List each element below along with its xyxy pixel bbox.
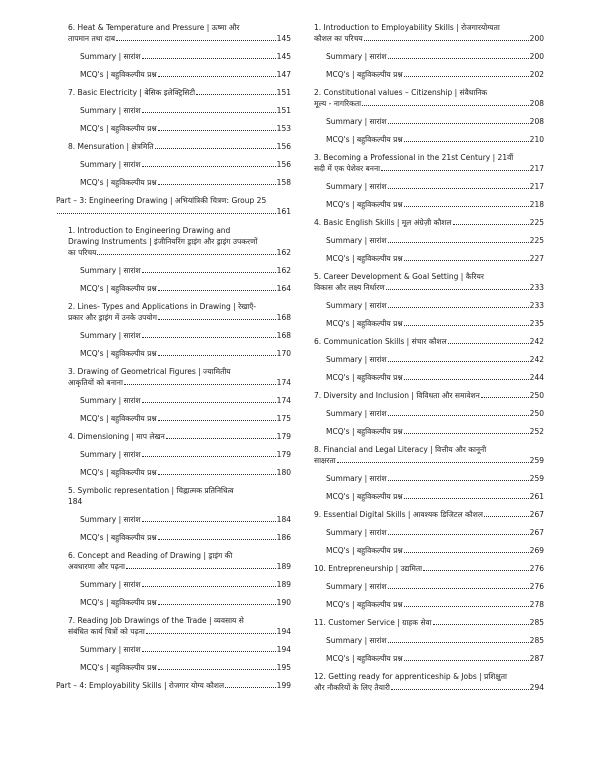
toc-entry-line: Drawing Instruments | इंजीनियरिंग ड्राइंग और ड्राइंग उपकरणों	[68, 237, 258, 246]
dot-leader	[484, 516, 529, 517]
dot-leader	[388, 307, 529, 308]
dot-leader	[158, 76, 276, 77]
dot-leader	[158, 604, 276, 605]
page-number: 233	[529, 301, 544, 310]
dot-leader	[142, 651, 276, 652]
toc-subentry[interactable]	[68, 265, 291, 276]
toc-chapter-entry[interactable]	[314, 271, 544, 293]
toc-subentry[interactable]	[314, 116, 544, 127]
dot-leader	[337, 462, 529, 463]
dot-leader	[404, 498, 529, 499]
page-number: 153	[276, 124, 291, 133]
toc-entry-title: MCQ's | बहुविकल्पीय प्रश्न	[80, 468, 157, 477]
dot-leader	[386, 289, 529, 290]
toc-entry-title: Summary | सारांश	[326, 409, 387, 418]
toc-subentry[interactable]	[68, 597, 291, 608]
toc-chapter-entry[interactable]	[68, 485, 291, 507]
dot-leader	[142, 521, 276, 522]
toc-entry-title: प्रकार और ड्राइंग में उनके उपयोग	[68, 313, 157, 322]
dot-leader	[158, 184, 276, 185]
toc-subentry[interactable]	[68, 348, 291, 359]
toc-subentry[interactable]	[314, 69, 544, 80]
dot-leader	[158, 669, 276, 670]
toc-entry-line: 184	[68, 497, 83, 506]
dot-leader	[97, 254, 275, 255]
dot-leader	[158, 130, 276, 131]
page-number: 189	[276, 562, 291, 571]
toc-subentry[interactable]	[314, 635, 544, 646]
toc-entry-line: 12. Getting ready for apprenticeship & Jobs | प्रशिक्षुता	[314, 672, 507, 681]
page-number: 202	[529, 70, 544, 79]
toc-entry-title: MCQ's | बहुविकल्पीय प्रश्न	[326, 427, 403, 436]
toc-entry-title: 4. Dimensioning | माप लेखन	[68, 432, 165, 441]
page-number: 168	[276, 313, 291, 322]
toc-entry-title: MCQ's | बहुविकल्पीय प्रश्न	[326, 492, 403, 501]
dot-leader	[362, 105, 529, 106]
dot-leader	[388, 588, 529, 589]
toc-entry-title: मूल्य - नागरिकता	[314, 99, 362, 108]
dot-leader	[116, 40, 276, 41]
toc-entry-title: MCQ's | बहुविकल्पीय प्रश्न	[326, 254, 403, 263]
toc-subentry[interactable]	[314, 300, 544, 311]
page-number: 174	[276, 378, 291, 387]
toc-subentry[interactable]	[314, 199, 544, 210]
page-number: 180	[276, 468, 291, 477]
dot-leader	[142, 337, 276, 338]
toc-entry-line: 3. Drawing of Geometrical Figures | ज्यामितीय	[68, 367, 231, 376]
toc-chapter-entry[interactable]	[68, 22, 291, 44]
dot-leader	[142, 456, 276, 457]
page-number: 285	[529, 618, 544, 627]
page-number: 161	[276, 207, 291, 216]
toc-entry-title: Summary | सारांश	[80, 331, 141, 340]
toc-entry-title: Summary | सारांश	[80, 52, 141, 61]
page-number: 168	[276, 331, 291, 340]
page-number: 250	[529, 391, 544, 400]
dot-leader	[158, 474, 276, 475]
toc-entry-line: 5. Career Development & Goal Setting | कैरियर	[314, 272, 484, 281]
page-number: 210	[529, 135, 544, 144]
page-number: 162	[276, 266, 291, 275]
page-number: 186	[276, 533, 291, 542]
toc-entry-title: Summary | सारांश	[326, 117, 387, 126]
toc-entry-title: Summary | सारांश	[80, 450, 141, 459]
page-number: 189	[276, 580, 291, 589]
toc-chapter-entry[interactable]	[68, 550, 291, 572]
dot-leader	[155, 148, 276, 149]
toc-entry-title: 6. Communication Skills | संचार कौशल	[314, 337, 447, 346]
toc-subentry[interactable]	[68, 177, 291, 188]
page-number: 276	[529, 582, 544, 591]
dot-leader	[388, 415, 529, 416]
toc-entry-line: 2. Constitutional values – Citizenship | संवैधानिक	[314, 88, 488, 97]
toc-subentry[interactable]	[68, 69, 291, 80]
dot-leader	[388, 188, 529, 189]
dot-leader	[391, 689, 529, 690]
toc-entry-line: 7. Reading Job Drawings of the Trade | व्यवसाय से	[68, 616, 244, 625]
dot-leader	[225, 687, 276, 688]
toc-entry-title: संबंधित कार्य चित्रों को पढ़ना	[68, 627, 145, 636]
page-number: 184	[276, 515, 291, 524]
toc-entry-line: 6. Concept and Reading of Drawing | ड्राइंग की	[68, 551, 233, 560]
dot-leader	[166, 438, 276, 439]
dot-leader	[404, 379, 529, 380]
toc-entry-line: 2. Lines- Types and Applications in Drawing | रेखाएँ-	[68, 302, 257, 311]
dot-leader	[124, 384, 276, 385]
page-number: 195	[276, 663, 291, 672]
dot-leader	[448, 343, 529, 344]
page-number: 217	[529, 182, 544, 191]
dot-leader	[196, 94, 276, 95]
toc-entry-line: 3. Becoming a Professional in the 21st Century | 21वीं	[314, 153, 514, 162]
page-number: 158	[276, 178, 291, 187]
toc-entry-title: Summary | सारांश	[80, 645, 141, 654]
page-number: 261	[529, 492, 544, 501]
dot-leader	[404, 660, 529, 661]
toc-subentry[interactable]	[314, 253, 544, 264]
dot-leader	[142, 112, 276, 113]
toc-entry-title: Summary | सारांश	[326, 301, 387, 310]
toc-entry-title: MCQ's | बहुविकल्पीय प्रश्न	[326, 373, 403, 382]
toc-entry-title: MCQ's | बहुविकल्पीय प्रश्न	[80, 533, 157, 542]
page-number: 242	[529, 337, 544, 346]
toc-right-column	[314, 22, 544, 700]
page-number: 244	[529, 373, 544, 382]
toc-entry-line: 1. Introduction to Employability Skills | रोजगारयोग्यता	[314, 23, 500, 32]
toc-subentry[interactable]	[68, 413, 291, 424]
dot-leader	[57, 213, 276, 214]
toc-subentry[interactable]	[68, 105, 291, 116]
toc-entry-title: विकास और लक्ष्य निर्धारण	[314, 283, 385, 292]
toc-entry-title: MCQ's | बहुविकल्पीय प्रश्न	[80, 284, 157, 293]
page-number: 225	[529, 218, 544, 227]
dot-leader	[158, 539, 276, 540]
toc-entry-title: Summary | सारांश	[80, 396, 141, 405]
toc-subentry[interactable]	[68, 644, 291, 655]
toc-subentry[interactable]	[68, 514, 291, 525]
page-number: 269	[529, 546, 544, 555]
toc-entry-title: Summary | सारांश	[80, 106, 141, 115]
toc-entry-title: MCQ's | बहुविकल्पीय प्रश्न	[326, 135, 403, 144]
dot-leader	[423, 570, 529, 571]
toc-chapter-entry[interactable]	[68, 615, 291, 637]
page-number: 194	[276, 645, 291, 654]
toc-entry-title: Summary | सारांश	[326, 636, 387, 645]
toc-chapter-entry[interactable]	[68, 366, 291, 388]
page-number: 145	[276, 52, 291, 61]
toc-entry-title: MCQ's | बहुविकल्पीय प्रश्न	[80, 414, 157, 423]
toc-entry-title: MCQ's | बहुविकल्पीय प्रश्न	[80, 124, 157, 133]
page-number: 199	[276, 681, 291, 690]
toc-subentry[interactable]	[68, 467, 291, 478]
toc-chapter-entry[interactable]	[314, 671, 544, 693]
dot-leader	[158, 355, 276, 356]
page-number: 278	[529, 600, 544, 609]
toc-chapter-entry[interactable]	[68, 141, 291, 152]
toc-subentry[interactable]	[314, 134, 544, 145]
toc-entry-title: MCQ's | बहुविकल्पीय प्रश्न	[80, 349, 157, 358]
page-number: 267	[529, 510, 544, 519]
toc-entry-title: MCQ's | बहुविकल्पीय प्रश्न	[326, 319, 403, 328]
toc-subentry[interactable]	[68, 449, 291, 460]
page-number: 151	[276, 106, 291, 115]
dot-leader	[142, 402, 276, 403]
page-number: 147	[276, 70, 291, 79]
toc-subentry[interactable]	[68, 662, 291, 673]
dot-leader	[381, 170, 529, 171]
page-number: 259	[529, 456, 544, 465]
dot-leader	[388, 361, 529, 362]
dot-leader	[388, 534, 529, 535]
toc-subentry[interactable]	[314, 581, 544, 592]
toc-chapter-entry[interactable]	[314, 336, 544, 347]
toc-entry-title: तापमान तथा दाब	[68, 34, 116, 43]
toc-subentry[interactable]	[314, 235, 544, 246]
toc-subentry[interactable]	[68, 51, 291, 62]
toc-chapter-entry[interactable]	[68, 87, 291, 98]
toc-subentry[interactable]	[314, 181, 544, 192]
toc-entry-title: का परिचय	[68, 248, 97, 257]
toc-entry-title: MCQ's | बहुविकल्पीय प्रश्न	[326, 70, 403, 79]
toc-entry-title: Summary | सारांश	[80, 580, 141, 589]
toc-entry-title: 11. Customer Service | ग्राहक सेवा	[314, 618, 432, 627]
dot-leader	[158, 319, 276, 320]
toc-subentry[interactable]	[68, 283, 291, 294]
toc-chapter-entry[interactable]	[314, 87, 544, 109]
toc-entry-title: Summary | सारांश	[326, 355, 387, 364]
page-number: 145	[276, 34, 291, 43]
toc-subentry[interactable]	[68, 159, 291, 170]
toc-part-heading[interactable]	[56, 680, 291, 691]
toc-subentry[interactable]	[314, 426, 544, 437]
dot-leader	[404, 76, 529, 77]
dot-leader	[433, 624, 529, 625]
dot-leader	[404, 141, 529, 142]
toc-entry-line: Part – 3: Engineering Drawing | अभियांत्रिकी चित्रण: Group 25	[56, 196, 267, 205]
toc-subentry[interactable]	[68, 123, 291, 134]
toc-entry-title: Summary | सारांश	[326, 528, 387, 537]
toc-entry-title: 8. Mensuration | क्षेत्रमिति	[68, 142, 154, 151]
page-number: 235	[529, 319, 544, 328]
page-number: 233	[529, 283, 544, 292]
toc-entry-title: Summary | सारांश	[80, 160, 141, 169]
toc-entry-title: सदी में एक पेशेवर बनना	[314, 164, 381, 173]
dot-leader	[142, 586, 276, 587]
page-number: 276	[529, 564, 544, 573]
toc-chapter-entry[interactable]	[68, 431, 291, 442]
page-number: 242	[529, 355, 544, 364]
toc-entry-line: 6. Heat & Temperature and Pressure | ऊष्मा और	[68, 23, 240, 32]
dot-leader	[158, 290, 276, 291]
dot-leader	[404, 552, 529, 553]
toc-subentry[interactable]	[314, 408, 544, 419]
toc-subentry[interactable]	[68, 395, 291, 406]
page-number: 259	[529, 474, 544, 483]
toc-subentry[interactable]	[314, 51, 544, 62]
page-number: 170	[276, 349, 291, 358]
dot-leader	[126, 568, 276, 569]
page-number: 175	[276, 414, 291, 423]
toc-entry-title: MCQ's | बहुविकल्पीय प्रश्न	[80, 178, 157, 187]
page-number: 194	[276, 627, 291, 636]
toc-entry-title: और नौकरियों के लिए तैयारी	[314, 683, 390, 692]
page-number: 179	[276, 450, 291, 459]
toc-entry-title: 4. Basic English Skills | मूल अंग्रेज़ी कौशल	[314, 218, 452, 227]
toc-subentry[interactable]	[314, 599, 544, 610]
toc-entry-title: MCQ's | बहुविकल्पीय प्रश्न	[326, 200, 403, 209]
toc-chapter-entry[interactable]	[314, 22, 544, 44]
toc-chapter-entry[interactable]	[314, 444, 544, 466]
toc-entry-title: MCQ's | बहुविकल्पीय प्रश्न	[326, 600, 403, 609]
toc-subentry[interactable]	[68, 532, 291, 543]
page-number: 208	[529, 117, 544, 126]
toc-subentry[interactable]	[68, 579, 291, 590]
toc-subentry[interactable]	[314, 473, 544, 484]
toc-entry-title: साक्षरता	[314, 456, 336, 465]
page-number: 156	[276, 142, 291, 151]
toc-entry-title: कौशल का परिचय	[314, 34, 363, 43]
toc-left-column	[56, 22, 291, 699]
toc-chapter-entry[interactable]	[314, 563, 544, 574]
page-number: 164	[276, 284, 291, 293]
toc-chapter-entry[interactable]	[314, 617, 544, 628]
toc-entry-title: Summary | सारांश	[326, 582, 387, 591]
dot-leader	[453, 224, 529, 225]
page-number: 218	[529, 200, 544, 209]
toc-chapter-entry[interactable]	[314, 217, 544, 228]
dot-leader	[364, 40, 529, 41]
page-number: 267	[529, 528, 544, 537]
page-number: 294	[529, 683, 544, 692]
toc-part-heading[interactable]	[56, 195, 291, 217]
toc-entry-title: Part – 4: Employability Skills | रोजगार योग्य कौशल	[56, 681, 225, 690]
dot-leader	[388, 642, 529, 643]
page-number: 162	[276, 248, 291, 257]
toc-entry-title: 9. Essential Digital Skills | आवश्यक डिजिटल कौशल	[314, 510, 483, 519]
dot-leader	[142, 166, 276, 167]
toc-entry-title: Summary | सारांश	[326, 474, 387, 483]
toc-chapter-entry[interactable]	[68, 301, 291, 323]
page-number: 200	[529, 52, 544, 61]
toc-entry-title: MCQ's | बहुविकल्पीय प्रश्न	[80, 663, 157, 672]
toc-entry-title: Summary | सारांश	[80, 266, 141, 275]
toc-entry-title: 10. Entrepreneurship | उद्यमिता	[314, 564, 423, 573]
page-number: 217	[529, 164, 544, 173]
toc-entry-title: MCQ's | बहुविकल्पीय प्रश्न	[80, 598, 157, 607]
toc-chapter-entry[interactable]	[314, 390, 544, 401]
toc-entry-title: Summary | सारांश	[326, 52, 387, 61]
toc-entry-title: 7. Diversity and Inclusion | विविधता और समावेशन	[314, 391, 480, 400]
toc-chapter-entry[interactable]	[314, 509, 544, 520]
dot-leader	[388, 480, 529, 481]
toc-subentry[interactable]	[314, 653, 544, 664]
toc-entry-title: Summary | सारांश	[80, 515, 141, 524]
dot-leader	[481, 397, 529, 398]
page-number: 252	[529, 427, 544, 436]
dot-leader	[388, 58, 529, 59]
toc-subentry[interactable]	[314, 372, 544, 383]
toc-subentry[interactable]	[314, 545, 544, 556]
page-number: 208	[529, 99, 544, 108]
toc-entry-title: MCQ's | बहुविकल्पीय प्रश्न	[326, 654, 403, 663]
page-number: 287	[529, 654, 544, 663]
toc-chapter-entry[interactable]	[314, 152, 544, 174]
dot-leader	[142, 58, 276, 59]
dot-leader	[388, 242, 529, 243]
page-number: 151	[276, 88, 291, 97]
toc-subentry[interactable]	[314, 527, 544, 538]
toc-entry-title: MCQ's | बहुविकल्पीय प्रश्न	[326, 546, 403, 555]
page-number: 200	[529, 34, 544, 43]
page-number: 179	[276, 432, 291, 441]
dot-leader	[404, 206, 529, 207]
dot-leader	[404, 606, 529, 607]
toc-entry-line: 1. Introduction to Engineering Drawing and	[68, 226, 231, 235]
dot-leader	[146, 633, 276, 634]
toc-entry-title: MCQ's | बहुविकल्पीय प्रश्न	[80, 70, 157, 79]
toc-entry-title: Summary | सारांश	[326, 236, 387, 245]
page-number: 225	[529, 236, 544, 245]
dot-leader	[404, 260, 529, 261]
toc-subentry[interactable]	[314, 354, 544, 365]
toc-entry-title: 7. Basic Electricity | बेसिक इलेक्ट्रिसिटी	[68, 88, 196, 97]
dot-leader	[158, 420, 276, 421]
dot-leader	[142, 272, 276, 273]
dot-leader	[388, 123, 529, 124]
page-number: 285	[529, 636, 544, 645]
toc-entry-title: आकृतियों को बनाना	[68, 378, 123, 387]
toc-entry-line: 5. Symbolic representation | चिह्नात्मक प्रतिनिधित्व	[68, 486, 234, 495]
page-number: 190	[276, 598, 291, 607]
toc-entry-title: अवधारणा और पढ़ना	[68, 562, 125, 571]
toc-entry-line: 8. Financial and Legal Literacy | वित्तीय और कानूनी	[314, 445, 487, 454]
toc-chapter-entry[interactable]	[68, 225, 291, 258]
dot-leader	[404, 433, 529, 434]
dot-leader	[404, 325, 529, 326]
page-number: 174	[276, 396, 291, 405]
page-number: 227	[529, 254, 544, 263]
toc-subentry[interactable]	[314, 318, 544, 329]
page-number: 250	[529, 409, 544, 418]
page-number: 156	[276, 160, 291, 169]
toc-entry-title: Summary | सारांश	[326, 182, 387, 191]
toc-subentry[interactable]	[68, 330, 291, 341]
toc-subentry[interactable]	[314, 491, 544, 502]
